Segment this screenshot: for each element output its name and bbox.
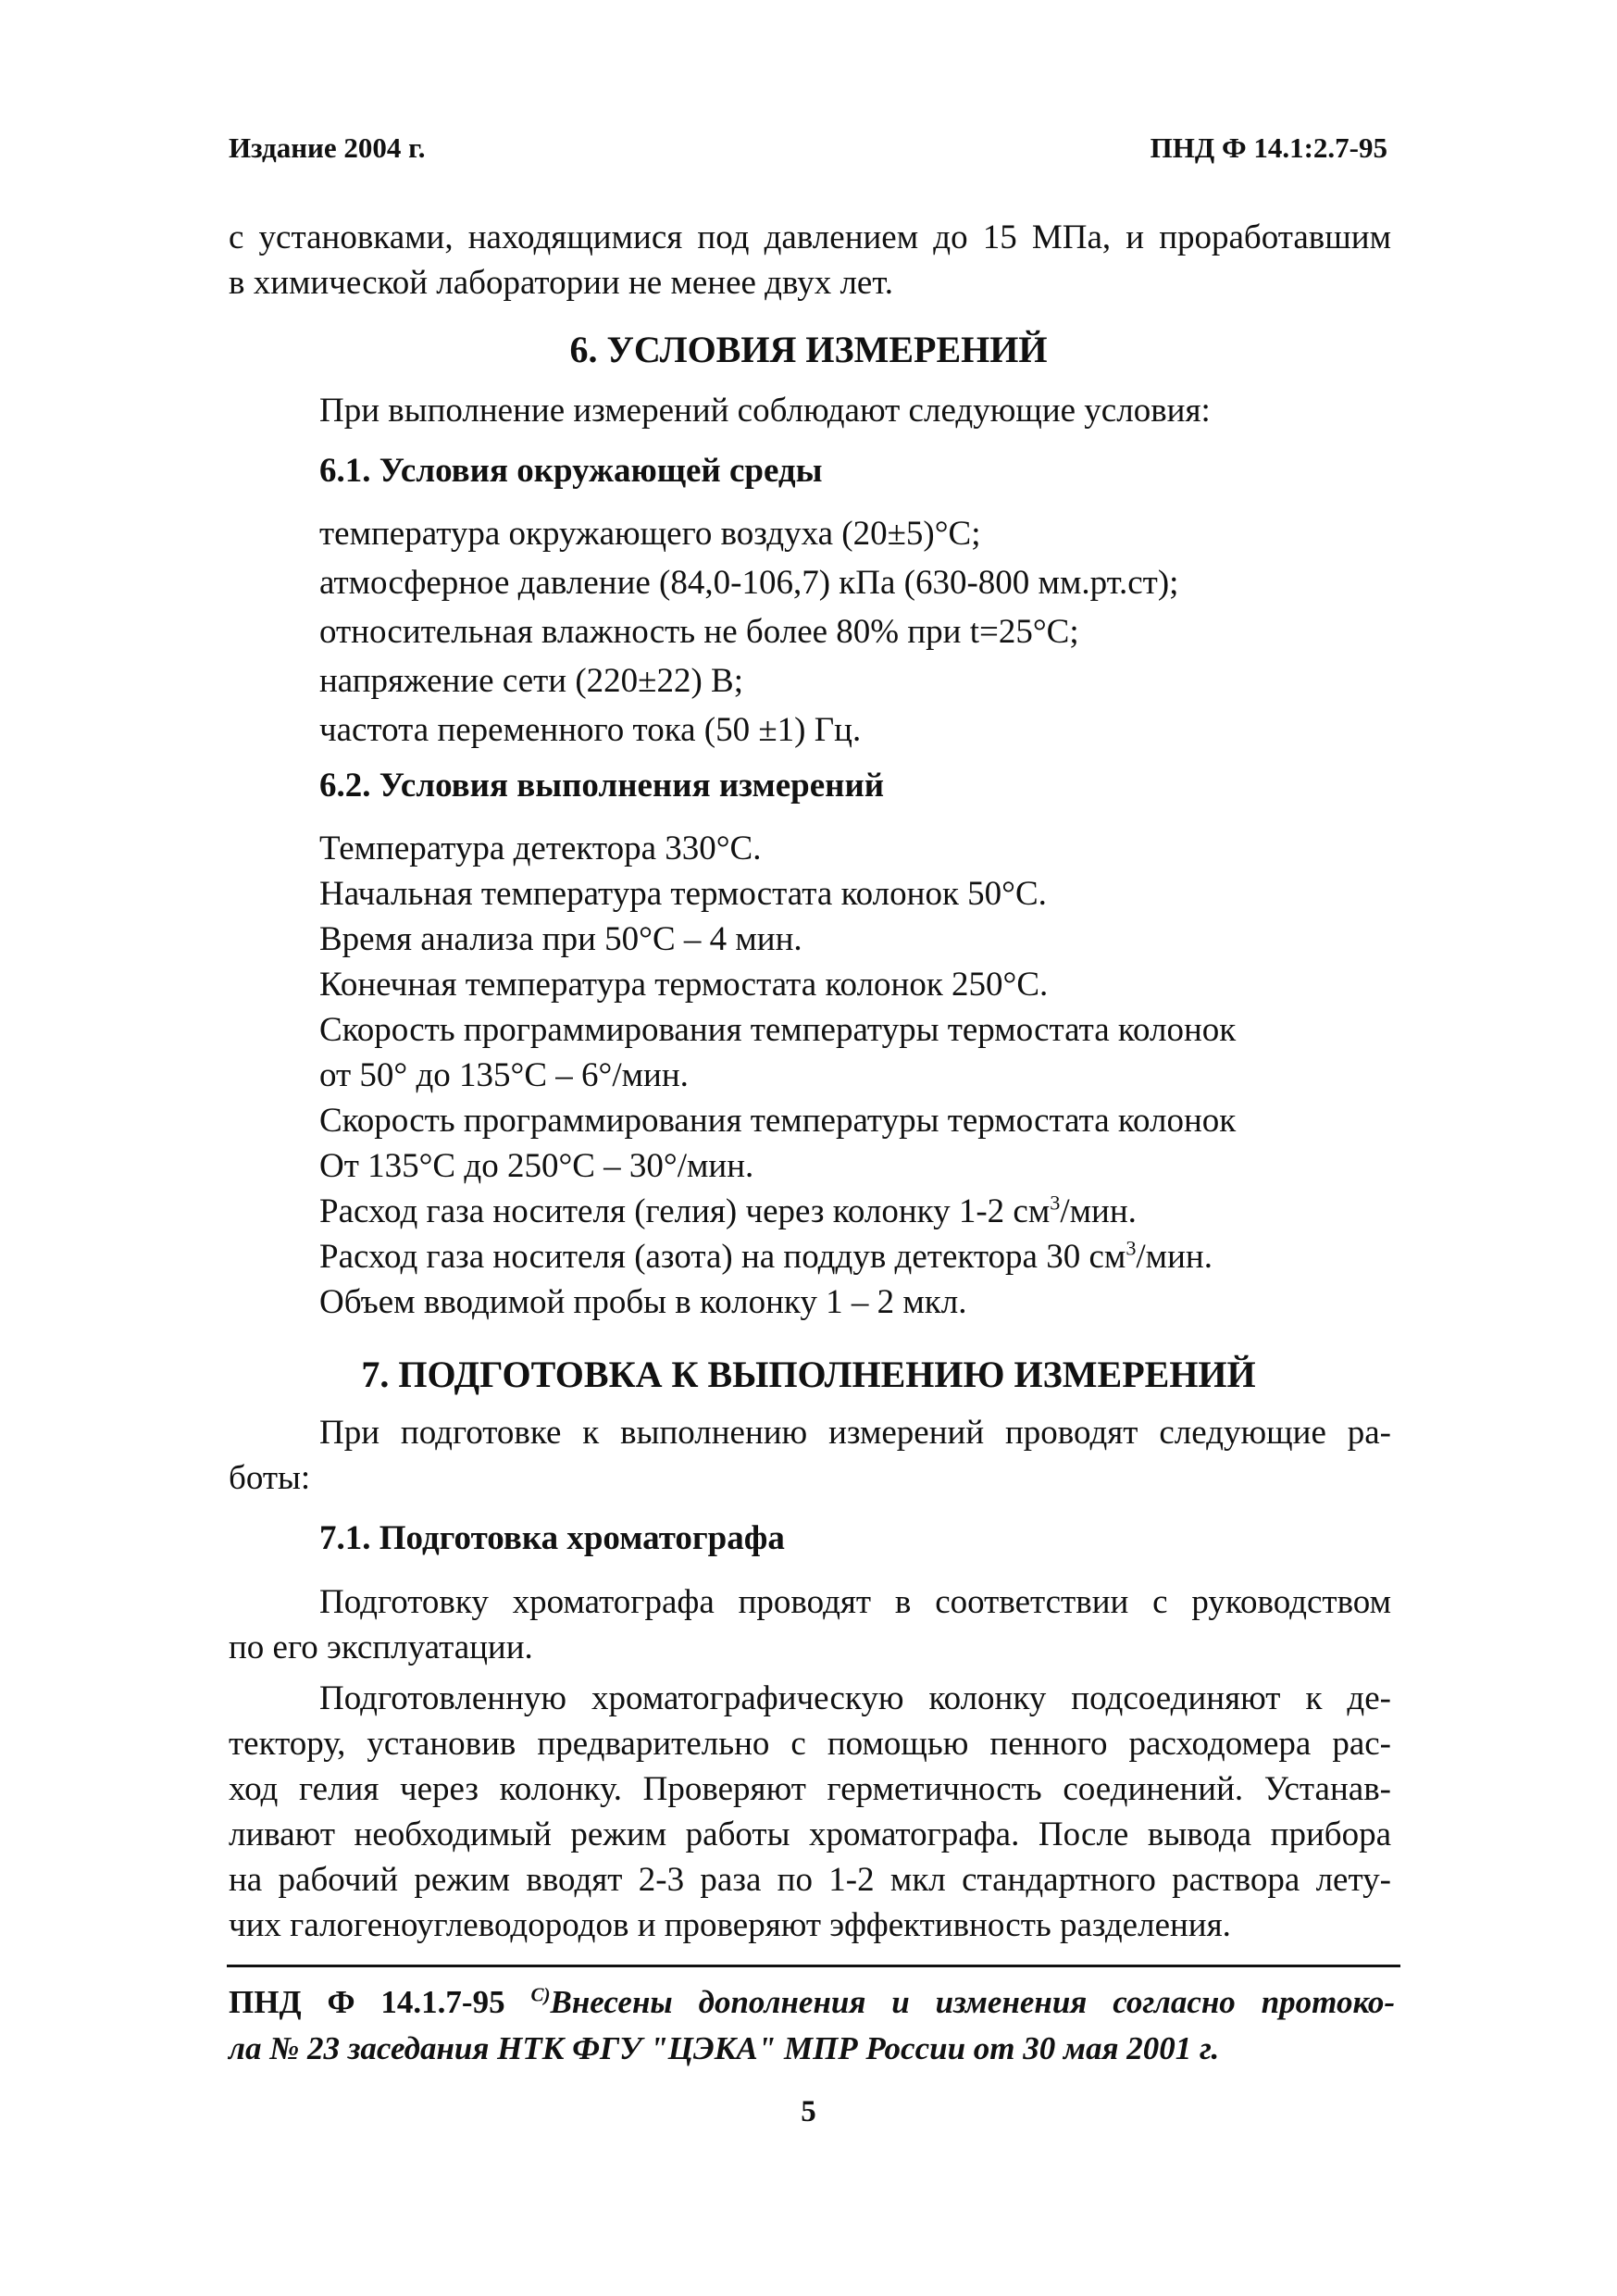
para-line: чих галогеноуглеводородов и проверяют эффективность разделения. (229, 1906, 1231, 1944)
subsection-7-1-title: 7.1. Подготовка хроматографа (319, 1519, 785, 1557)
list-item: Начальная температура термостата колонок 50°С. (319, 875, 1047, 913)
measurement-conditions-list (319, 826, 1236, 1325)
para-line: на рабочий режим вводят 2-3 раза по 1-2 мкл стандартного раствора лету- (229, 1861, 1391, 1899)
para-line: Подготовку хроматографа проводят в соответствии с руководством (319, 1583, 1391, 1621)
list-item: от 50° до 135°С – 6°/мин. (319, 1056, 689, 1094)
footnote-code: ПНД Ф 14.1.7-95 (229, 1984, 505, 2020)
para-line: по его эксплуатации. (229, 1628, 533, 1666)
list-item: Температура детектора 330°С. (319, 830, 762, 867)
para-line: ход гелия через колонку. Проверяют герметичность соединений. Устанав- (229, 1770, 1391, 1808)
section-7-intro-line-1: При подготовке к выполнению измерений проводят следующие ра- (319, 1414, 1391, 1452)
subsection-6-2-title: 6.2. Условия выполнения измерений (319, 767, 885, 805)
flow-nitrogen-unit: /мин. (1136, 1238, 1213, 1276)
list-item: От 135°С до 250°С – 30°/мин. (319, 1147, 754, 1185)
superscript: 3 (1050, 1191, 1061, 1215)
footnote (229, 1979, 1395, 2072)
page-number: 5 (801, 2095, 816, 2128)
footnote-mark: С) (530, 1983, 551, 2006)
environment-conditions-list (319, 509, 1178, 755)
list-item: Объем вводимой пробы в колонку 1 – 2 мкл. (319, 1283, 967, 1321)
edition-label: Издание 2004 г. (229, 131, 426, 164)
footnote-line-2: ла № 23 заседания НТК ФГУ "ЦЭКА" МПР России от 30 мая 2001 г. (229, 2030, 1220, 2066)
list-item: частота переменного тока (50 ±1) Гц. (319, 711, 862, 749)
list-item: Скорость программирования температуры термостата колонок (319, 1102, 1237, 1140)
footnote-line-1 (229, 1979, 1395, 2026)
intro-line-2: в химической лаборатории не менее двух лет. (229, 264, 893, 302)
intro-line-1: с установками, находящимися под давлением до 15 МПа, и проработавшим (229, 218, 1391, 256)
list-item (319, 1234, 1236, 1279)
flow-helium-text: Расход газа носителя (гелия) через колонку 1-2 см (319, 1192, 1051, 1230)
list-item: температура окружающего воздуха (20±5)°С; (319, 515, 981, 553)
list-item: относительная влажность не более 80% при t=25°С; (319, 613, 1079, 651)
subsection-6-1-title: 6.1. Условия окружающей среды (319, 452, 823, 490)
footnote-text-1: Внесены дополнения и изменения согласно протоко- (550, 1984, 1395, 2020)
para-line: тектору, установив предварительно с помощью пенного расходомера рас- (229, 1725, 1391, 1763)
section-6-title: 6. УСЛОВИЯ ИЗМЕРЕНИЙ (569, 329, 1048, 370)
section-7-title: 7. ПОДГОТОВКА К ВЫПОЛНЕНИЮ ИЗМЕРЕНИЙ (361, 1354, 1256, 1395)
document-code: ПНД Ф 14.1:2.7-95 (1150, 131, 1387, 164)
section-7-intro-line-2: боты: (229, 1459, 311, 1497)
list-item: Конечная температура термостата колонок 250°С. (319, 966, 1049, 1004)
section-7-1-para-1 (229, 1579, 1391, 1670)
para-line: ливают необходимый режим работы хроматографа. После вывода прибора (229, 1816, 1391, 1853)
list-item (319, 1189, 1236, 1234)
flow-nitrogen-text: Расход газа носителя (азота) на поддув детектора 30 см (319, 1238, 1126, 1276)
list-item: Скорость программирования температуры термостата колонок (319, 1011, 1237, 1049)
section-6-intro: При выполнение измерений соблюдают следующие условия: (319, 392, 1211, 430)
footnote-divider (227, 1965, 1400, 1967)
intro-paragraph (229, 215, 1391, 306)
list-item: атмосферное давление (84,0-106,7) кПа (630-800 мм.рт.ст); (319, 564, 1179, 602)
list-item: напряжение сети (220±22) В; (319, 662, 744, 700)
para-line: Подготовленную хроматографическую колонку подсоединяют к де- (319, 1679, 1391, 1717)
superscript: 3 (1126, 1236, 1137, 1260)
list-item: Время анализа при 50°С – 4 мин. (319, 920, 802, 958)
flow-helium-unit: /мин. (1060, 1192, 1137, 1230)
section-7-intro (229, 1410, 1391, 1501)
section-7-1-para-2 (229, 1676, 1391, 1948)
